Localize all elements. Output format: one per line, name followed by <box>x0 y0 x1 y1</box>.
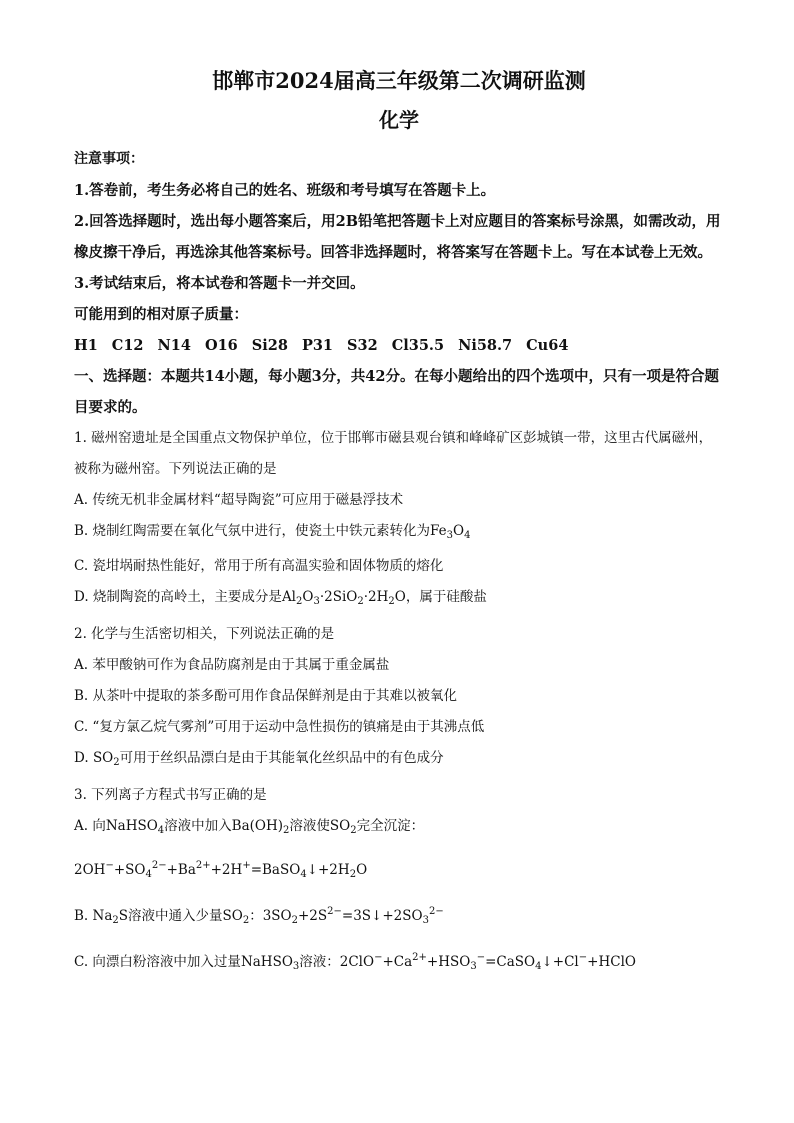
atom: S32 <box>347 337 378 354</box>
formula-fe3o4: $Fe_3O_4$ <box>430 523 471 541</box>
notice-item-2: 2.回答选择题时，选出每小题答案后，用2B铅笔把答题卡上对应题目的答案标号涂黑，如需改动，用橡皮擦干净后，再选涂其他答案标号。回答非选择题时，将答案写在答题卡上。写在本试卷上无效。 <box>74 213 721 261</box>
atom: N14 <box>157 337 191 354</box>
q2-option-d-text: D. <box>74 750 89 766</box>
q1-option-d <box>74 582 724 617</box>
q2-stem: 2. 化学与生活密切相关，下列说法正确的是 <box>74 626 335 642</box>
q3-option-a-tail: 完全沉淀： <box>356 818 425 834</box>
formula-so2: $SO_2$ <box>329 818 357 836</box>
q3-option-c-mid: 溶液： <box>299 954 340 970</box>
q3-option-a <box>74 811 724 846</box>
atomic-masses-label: 可能用到的相对原子质量： <box>74 306 248 323</box>
q3-option-b-mid: 溶液中通入少量 <box>128 908 223 924</box>
exam-title: 邯郸市2024届高三年级第二次调研监测 <box>212 68 586 93</box>
atom: H1 <box>74 337 98 354</box>
atom: Si28 <box>251 337 288 354</box>
formula-nahso3: NaHSO$_3$ <box>240 954 300 972</box>
atom: Ni58.7 <box>458 337 513 354</box>
q1-option-a: A. 传统无机非金属材料“超导陶瓷”可应用于磁悬浮技术 <box>74 492 404 508</box>
q1-option-d-text: D. 烧制陶瓷的高岭土，主要成分是 <box>74 589 282 605</box>
formula-kaolinite: $Al_2O_3\cdot 2SiO_2\cdot 2H_2O$ <box>281 589 406 607</box>
atom: P31 <box>301 337 334 354</box>
formula-na2s: $Na_2S$ <box>92 908 129 926</box>
atom: Cu64 <box>526 337 569 354</box>
formula-so2: $SO_2$ <box>92 750 120 768</box>
q3-option-c-text: C. 向漂白粉溶液中加入过量 <box>74 954 241 970</box>
q3-option-a-text: A. 向 <box>74 818 106 834</box>
q2-option-d <box>74 743 724 778</box>
q1-option-c: C. 瓷坩埚耐热性能好，常用于所有高温实验和固体物质的熔化 <box>74 558 444 574</box>
atom: O16 <box>204 337 238 354</box>
q3-option-a-mid1: 溶液中加入 <box>164 818 232 834</box>
q2-option-a: A. 苯甲酸钠可作为食品防腐剂是由于其属于重金属盐 <box>74 657 390 673</box>
q3-option-c <box>74 942 724 982</box>
q3-option-a-equation: $2OH^-+SO_4^{2-}+Ba^{2+}+2H^+=BaSO_4↓+2H_2O$ <box>74 860 368 880</box>
q1-option-b-text: B. 烧制红陶需要在氧化气氛中进行，使瓷土中铁元素转化为 <box>74 523 431 539</box>
section-1-heading: 一、选择题：本题共14小题，每小题3分，共42分。在每小题给出的四个选项中，只有一项是符合题目要求的。 <box>74 368 719 416</box>
q3-option-c-equation: $2ClO^-+Ca^{2+}+HSO_3^-=CaSO_4↓+Cl^-+HClO$ <box>339 952 636 972</box>
formula-baoh2: $Ba(OH)_2$ <box>231 818 290 836</box>
q1-stem: 1. 磁州窑遗址是全国重点文物保护单位，位于邯郸市磁县观台镇和峰峰矿区彭城镇一带，这里古代属磁州，被称为磁州窑。下列说法正确的是 <box>74 430 713 477</box>
subject-title: 化学 <box>379 108 419 132</box>
q3-option-b-text: B. <box>74 908 89 924</box>
atom: C12 <box>111 337 144 354</box>
atomic-masses <box>74 299 724 361</box>
q1-option-d-tail: ，属于硅酸盐 <box>405 589 487 605</box>
notice-item-1: 1.答卷前，考生务必将自己的姓名、班级和考号填写在答题卡上。 <box>74 182 496 199</box>
q3-option-b <box>74 896 724 936</box>
q3-stem: 3. 下列离子方程式书写正确的是 <box>74 787 267 803</box>
exam-page <box>74 64 724 982</box>
q3-option-b-equation: $SO_2$：$3SO_2+2S^{2-}=3S↓+2SO_3^{2-}$ <box>222 906 444 926</box>
formula-nahso4: NaHSO$_4$ <box>105 818 165 836</box>
notice-heading: 注意事项： <box>74 151 144 167</box>
q2-option-b: B. 从茶叶中提取的茶多酚可用作食品保鲜剂是由于其难以被氧化 <box>74 688 458 704</box>
atom: Cl35.5 <box>391 337 445 354</box>
notice-item-3: 3.考试结束后，将本试卷和答题卡一并交回。 <box>74 275 365 292</box>
q3-option-a-mid2: 溶液使 <box>289 818 330 834</box>
q2-option-d-tail: 可用于丝织品漂白是由于其能氧化丝织品中的有色成分 <box>119 750 444 766</box>
q1-option-b <box>74 516 724 551</box>
q2-option-c: C. “复方氯乙烷气雾剂”可用于运动中急性损伤的镇痛是由于其沸点低 <box>74 719 485 735</box>
